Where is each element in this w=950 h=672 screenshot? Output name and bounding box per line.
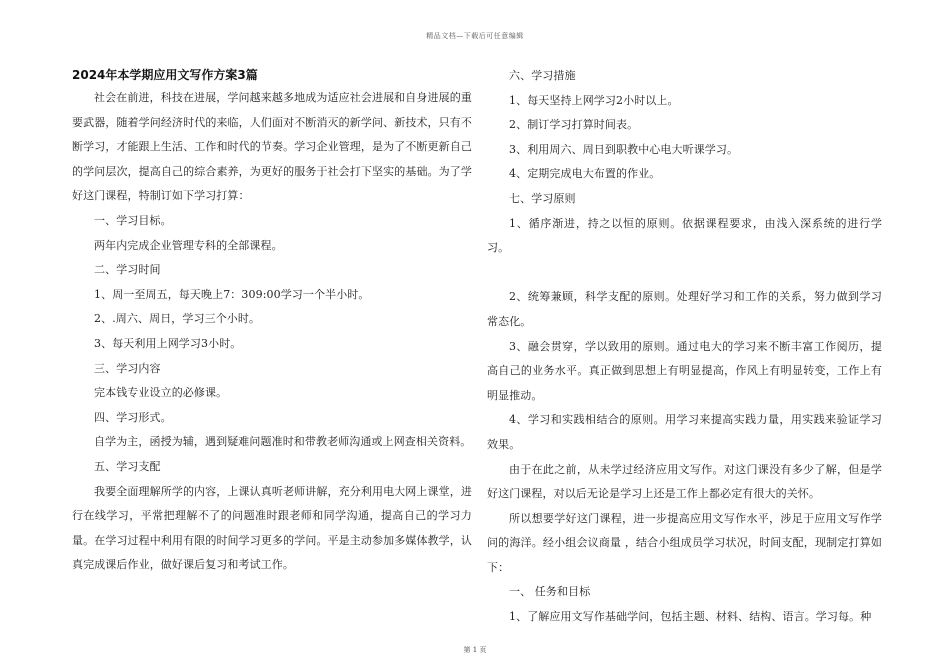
paragraph: 所以想要学好这门课程，进一步提高应用文写作水平，涉足于应用文写作学问的海洋。经小组会议商量 ，结合小组成员学习状况，时间支配，现制定打算如下： bbox=[487, 511, 882, 574]
section-heading: 一、 任务和目标 bbox=[509, 585, 591, 599]
list-item: 3、融会贯穿，学以致用的原则。通过电大的学习来不断丰富工作阅历，提高自己的业务水平。真正做到思想上有明显提高，作风上有明显转变，工作上有明显推动。 bbox=[487, 339, 882, 402]
section-heading: 七、学习原则 bbox=[509, 191, 576, 205]
left-column bbox=[72, 64, 472, 578]
section-heading: 四、学习形式。 bbox=[94, 410, 172, 424]
document-title: 2024年本学期应用文写作方案3篇 bbox=[72, 68, 258, 82]
section-heading: 五、学习支配 bbox=[94, 459, 161, 473]
page-header-note: 精品文档—下载后可任意编辑 bbox=[426, 32, 524, 40]
list-item: 1、周一至周五，每天晚上7：309:00学习一个半小时。 bbox=[94, 287, 370, 301]
list-item: 1、每天坚持上网学习2小时以上。 bbox=[509, 93, 679, 107]
intro-paragraph: 社会在前进，科技在进展，学问越来越多地成为适应社会进展和自身进展的重要武器，随着学问经济时代的来临，人们面对不断消灭的新学问、新技术，只有不断学习，才能跟上生活、工作和时代的节奏。学习企业管理，是为了不断更新自己的学问层次，提高自己的综合素养，为更好的服务于社会打下坚实的基础。为了学好这门课程，特制订如下学习打算： bbox=[72, 91, 472, 203]
list-item: 2、统筹兼顾，科学支配的原则。处理好学习和工作的关系，努力做到学习常态化。 bbox=[487, 290, 882, 328]
list-item: 2、制订学习打算时间表。 bbox=[509, 118, 639, 132]
list-item: 2、.周六、周日，学习三个小时。 bbox=[94, 312, 261, 326]
list-item: 4、定期完成电大布置的作业。 bbox=[509, 167, 661, 181]
list-item: 3、每天利用上网学习3小时。 bbox=[94, 336, 242, 350]
blank-line bbox=[487, 261, 882, 286]
list-item: 1、了解应用文写作基础学问，包括主题、材料、结构、语言。学习每。种 bbox=[509, 610, 872, 624]
paragraph: 两年内完成企业管理专科的全部课程。 bbox=[94, 238, 283, 252]
paragraph: 完本钱专业设立的必修课。 bbox=[94, 386, 228, 400]
paragraph: 自学为主，函授为辅，遇到疑难问题准时和带教老师沟通或上网查相关资料。 bbox=[94, 435, 472, 449]
page-number: 第 1 页 bbox=[463, 646, 487, 654]
list-item: 3、利用周六、周日到职教中心电大听课学习。 bbox=[509, 142, 739, 156]
section-heading: 三、学习内容 bbox=[94, 361, 161, 375]
paragraph: 我要全面理解所学的内容，上课认真听老师讲解，充分利用电大网上课堂，进行在线学习，平常把理解不了的问题准时跟老师和同学沟通，提高自己的学习力量。在学习过程中利用有限的时间学习更多的学问。平是主动参加多媒体教学，认真完成课后作业，做好课后复习和考试工作。 bbox=[72, 484, 472, 572]
list-item: 4、学习和实践相结合的原则。用学习来提高实践力量，用实践来验证学习效果。 bbox=[487, 413, 882, 451]
list-item: 1、循序渐进，持之以恒的原则。依据课程要求，由浅入深系统的进行学习。 bbox=[487, 216, 882, 255]
section-heading: 二、学习时间 bbox=[94, 263, 161, 277]
section-heading: 一、学习目标。 bbox=[94, 213, 172, 227]
right-column bbox=[487, 64, 882, 630]
paragraph: 由于在此之前，从未学过经济应用文写作。对这门课没有多少了解，但是学好这门课程，对以后无论是学习上还是工作上都必定有很大的关怀。 bbox=[487, 462, 882, 501]
section-heading: 六、学习措施 bbox=[509, 69, 576, 82]
